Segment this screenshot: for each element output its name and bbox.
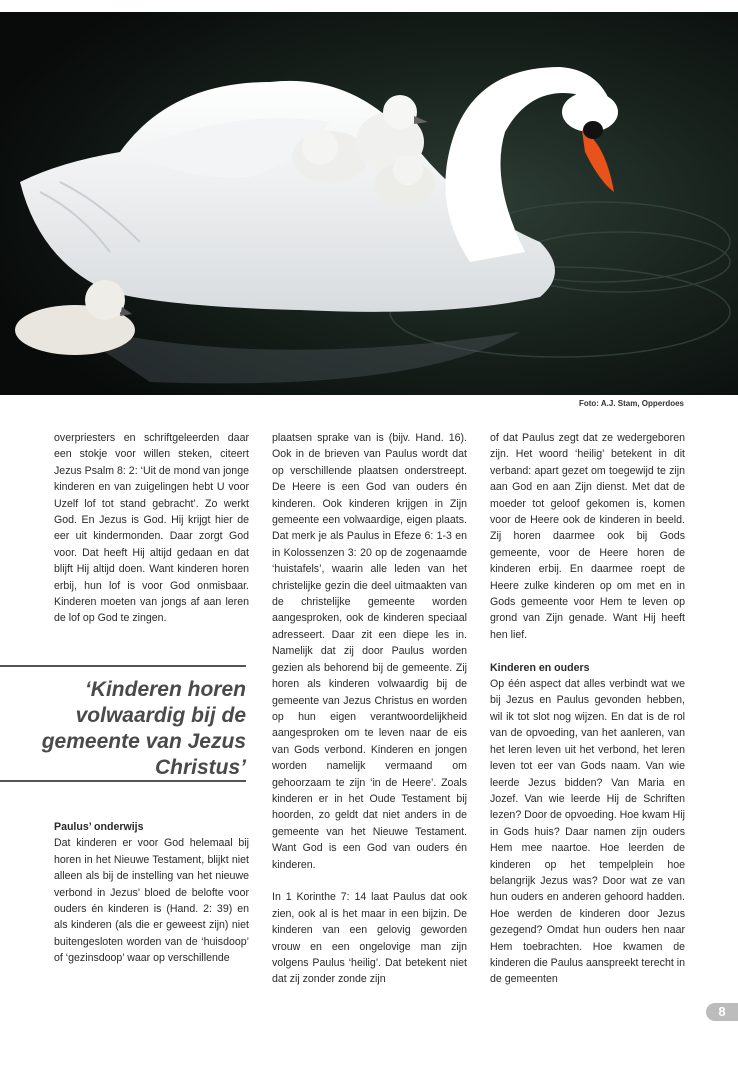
column-1-section xyxy=(54,819,249,967)
paragraph: of dat Paulus zegt dat ze wedergeboren zijn. Het woord ‘heilig’ betekent in dit verband: apart gezet om toegewijd te zijn aan God en aan Zijn dienst. Met dat de moeder tot geloof gekomen is, komen voor de Heere ook de kinderen in beeld. Zij horen daarmee ook bij Gods gemeente, voor de Heere horen de kinderen erbij. En daarmee roept de Heere zulke kinderen op om met en in Gods gemeente voor Hem te leven op grond van Zijn genade. Want Hij heeft hen lief. xyxy=(490,432,685,641)
section-heading: Paulus’ onderwijs xyxy=(54,821,144,833)
paragraph: overpriesters en schriftgeleerden daar een stokje voor willen steken, citeert Jezus Psalm 8: 2: ‘Uit de mond van jonge kinderen en van zuigelingen hebt U voor Uzelf lof tot stand gebracht’. Zo werkt God. En Jezus is God. Hij krijgt hier de eer uit kindermonden. Daar zorgt God voor. Dat heeft Hij altijd gedaan en dat blijft Hij altijd doen. Want kinderen horen erbij, hun lof is voor God onmisbaar. Kinderen moeten van jongs af aan leren de lof op God te zingen. xyxy=(54,432,249,625)
quote-divider-bottom xyxy=(0,780,246,782)
column-1 xyxy=(54,430,249,627)
photo-credit: Foto: A.J. Stam, Opperdoes xyxy=(578,399,684,408)
column-3 xyxy=(490,430,685,988)
pull-quote: ‘Kinderen horen volwaardig bij de gemeente van Jezus Christus’ xyxy=(41,678,246,779)
section-heading: Kinderen en ouders xyxy=(490,661,590,674)
page-number: 8 xyxy=(706,1003,738,1021)
paragraph: In 1 Korinthe 7: 14 laat Paulus dat ook zien, ook al is het maar in een bijzin. De kinderen van een gelovig geworden vrouw en een ongelovige man zijn volgens Paulus ‘heilig’. Dat betekent niet dat zij zonder zonde zijn xyxy=(272,891,467,986)
swan-photo xyxy=(0,12,738,395)
quote-divider-top xyxy=(0,665,246,667)
paragraph: Dat kinderen er voor God helemaal bij horen in het Nieuwe Testament, blijkt niet alleen als bij de instelling van het nieuwe verbond in Jezus’ bloed de belofte voor ouders én kinderen is (Hand. 2: 39) en als kinderen (als die er geweest zijn) niet buitengesloten worden van de ‘huisdoop’ of ‘gezinsdoop’ waar op verschillende xyxy=(54,837,249,965)
paragraph: plaatsen sprake van is (bijv. Hand. 16). Ook in de brieven van Paulus wordt dat op verschillende plaatsen onderstreept. De Heere is een God van ouders én kinderen. Ook kinderen krijgen in Zijn gemeente een volwaardige, eigen plaats. Dat merk je als Paulus in Efeze 6: 1-3 en in Kolossenzen 3: 20 op de zogenaamde ‘huistafels’, waarin alle leden van het christelijke gezin die deel uitmaakten van de christelijke gemeente worden aangesproken, ook de kinderen speciaal adresseert. Daar zit een diepe les in. Namelijk dat zij door Paulus worden gezien als behorend bij de gemeente. Zij horen als kinderen volwaardig bij de gemeente van Jezus Christus en worden op hun eigen verantwoordelijkheid aangesproken om te leven naar de eis van Gods verbond. Kinderen en jongen worden namelijk vermaand om gehoorzaam te zijn ‘in de Heere’. Zoals kinderen er in het Oude Testament bij hoorden, zo geldt dat niet anders in de gemeente van het Nieuwe Testament. Want God is een God van ouders én kinderen. xyxy=(272,432,467,871)
paragraph: Op één aspect dat alles verbindt wat we bij Jezus en Paulus gevonden hebben, wil ik tot slot nog wijzen. En dat is de rol van de opvoeding, van het aanleren, van het leren leven uit het verbond, het leren leven tot eer van Gods naam. Van wie leerde Jezus bidden? Van Maria en Jozef. Van wie leerde Hij de Schriften lezen? Door de opvoeding. Hoe kwam Hij in Gods huis? Daar namen zijn ouders Hem mee naartoe. Hoe leerden de kinderen op het tempelplein hoe belangrijk Jezus was? Door wat ze van hun ouders en anderen gehoord hadden. Hoe werden de kinderen door Jezus gezegend? Omdat hun ouders hen naar Hem toebrachten. Hoe kwamen de kinderen die Paulus aanspreekt terecht in de gemeenten xyxy=(490,678,685,986)
column-2 xyxy=(272,430,467,988)
swan-illustration xyxy=(0,12,738,395)
